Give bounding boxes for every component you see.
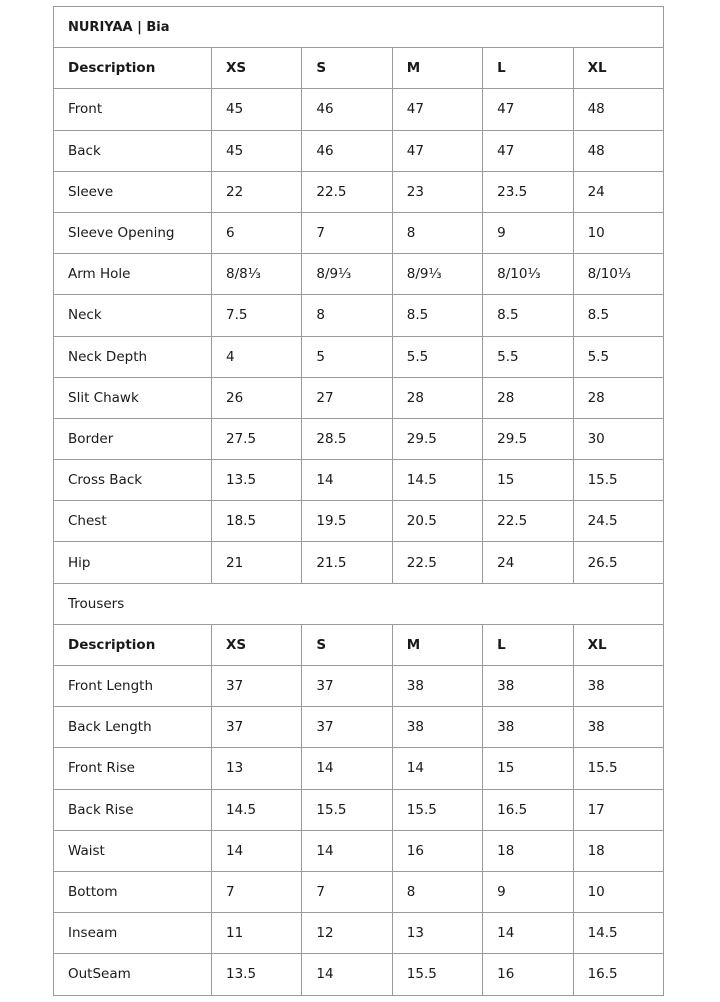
measurement-value: 8 [392, 212, 482, 253]
table-row [54, 336, 664, 377]
table-row [54, 295, 664, 336]
table-row [54, 913, 664, 954]
measurement-value: 8.5 [483, 295, 573, 336]
measurement-value: 7 [302, 871, 392, 912]
measurement-value: 5.5 [392, 336, 482, 377]
table-row [54, 89, 664, 130]
measurement-value: 18 [573, 830, 663, 871]
measurement-value: 14.5 [392, 460, 482, 501]
measurement-value: 24 [483, 542, 573, 583]
measurement-value: 22.5 [392, 542, 482, 583]
measurement-value: 8 [392, 871, 482, 912]
table-row [54, 789, 664, 830]
size-chart-table [53, 6, 664, 996]
measurement-value: 37 [212, 666, 302, 707]
measurement-value: 8/9⅓ [302, 254, 392, 295]
table-row [54, 171, 664, 212]
measurement-value: 4 [212, 336, 302, 377]
measurement-label: Sleeve Opening [54, 212, 212, 253]
column-header-size: XS [212, 48, 302, 89]
measurement-value: 26 [212, 377, 302, 418]
measurement-value: 14.5 [573, 913, 663, 954]
measurement-value: 13.5 [212, 954, 302, 995]
table-row [54, 707, 664, 748]
measurement-value: 22 [212, 171, 302, 212]
table-row [54, 871, 664, 912]
measurement-value: 47 [483, 130, 573, 171]
table-row [54, 460, 664, 501]
measurement-value: 37 [302, 707, 392, 748]
measurement-value: 8.5 [392, 295, 482, 336]
column-header-description: Description [54, 624, 212, 665]
measurement-value: 5.5 [483, 336, 573, 377]
measurement-value: 6 [212, 212, 302, 253]
measurement-value: 47 [392, 89, 482, 130]
table-row [54, 501, 664, 542]
measurement-value: 5 [302, 336, 392, 377]
measurement-value: 45 [212, 130, 302, 171]
measurement-value: 7 [212, 871, 302, 912]
measurement-value: 17 [573, 789, 663, 830]
column-header-size: S [302, 48, 392, 89]
measurement-value: 16 [483, 954, 573, 995]
measurement-label: Arm Hole [54, 254, 212, 295]
top-header-row [54, 48, 664, 89]
measurement-value: 28 [573, 377, 663, 418]
measurement-value: 21 [212, 542, 302, 583]
measurement-value: 19.5 [302, 501, 392, 542]
measurement-value: 23 [392, 171, 482, 212]
table-row [54, 542, 664, 583]
column-header-size: S [302, 624, 392, 665]
measurement-value: 45 [212, 89, 302, 130]
measurement-value: 38 [483, 707, 573, 748]
measurement-value: 7 [302, 212, 392, 253]
column-header-size: L [483, 48, 573, 89]
measurement-value: 20.5 [392, 501, 482, 542]
measurement-value: 47 [392, 130, 482, 171]
measurement-value: 7.5 [212, 295, 302, 336]
size-chart-body [54, 7, 664, 996]
measurement-label: Inseam [54, 913, 212, 954]
measurement-value: 11 [212, 913, 302, 954]
measurement-label: Neck [54, 295, 212, 336]
measurement-value: 13 [392, 913, 482, 954]
measurement-value: 16.5 [573, 954, 663, 995]
measurement-value: 15 [483, 748, 573, 789]
measurement-value: 24 [573, 171, 663, 212]
measurement-value: 46 [302, 89, 392, 130]
measurement-value: 9 [483, 212, 573, 253]
measurement-value: 29.5 [392, 418, 482, 459]
column-header-description: Description [54, 48, 212, 89]
measurement-label: Hip [54, 542, 212, 583]
measurement-value: 14 [302, 748, 392, 789]
measurement-value: 29.5 [483, 418, 573, 459]
table-row [54, 130, 664, 171]
measurement-value: 23.5 [483, 171, 573, 212]
trousers-section-title: Trousers [54, 583, 664, 624]
measurement-value: 15.5 [392, 954, 482, 995]
table-row [54, 212, 664, 253]
measurement-value: 13.5 [212, 460, 302, 501]
measurement-label: Neck Depth [54, 336, 212, 377]
measurement-value: 13 [212, 748, 302, 789]
title-row [54, 7, 664, 48]
measurement-value: 16.5 [483, 789, 573, 830]
measurement-value: 15 [483, 460, 573, 501]
column-header-size: M [392, 624, 482, 665]
measurement-value: 8/8⅓ [212, 254, 302, 295]
measurement-value: 28 [392, 377, 482, 418]
measurement-value: 24.5 [573, 501, 663, 542]
measurement-value: 15.5 [573, 748, 663, 789]
measurement-value: 18.5 [212, 501, 302, 542]
measurement-value: 8 [302, 295, 392, 336]
measurement-label: Back Length [54, 707, 212, 748]
column-header-size: L [483, 624, 573, 665]
column-header-size: XL [573, 624, 663, 665]
measurement-value: 14 [212, 830, 302, 871]
measurement-label: Border [54, 418, 212, 459]
measurement-value: 27.5 [212, 418, 302, 459]
table-row [54, 666, 664, 707]
measurement-value: 28.5 [302, 418, 392, 459]
measurement-value: 22.5 [483, 501, 573, 542]
measurement-value: 18 [483, 830, 573, 871]
trousers-header-row [54, 624, 664, 665]
measurement-value: 21.5 [302, 542, 392, 583]
measurement-value: 22.5 [302, 171, 392, 212]
measurement-value: 12 [302, 913, 392, 954]
measurement-value: 30 [573, 418, 663, 459]
measurement-value: 14 [302, 830, 392, 871]
measurement-label: Front Length [54, 666, 212, 707]
measurement-label: Back [54, 130, 212, 171]
measurement-value: 14 [483, 913, 573, 954]
measurement-value: 38 [483, 666, 573, 707]
table-row [54, 830, 664, 871]
measurement-value: 27 [302, 377, 392, 418]
measurement-value: 10 [573, 871, 663, 912]
column-header-size: M [392, 48, 482, 89]
measurement-value: 37 [212, 707, 302, 748]
table-row [54, 748, 664, 789]
measurement-value: 37 [302, 666, 392, 707]
measurement-value: 5.5 [573, 336, 663, 377]
measurement-value: 10 [573, 212, 663, 253]
trousers-section-row [54, 583, 664, 624]
column-header-size: XL [573, 48, 663, 89]
measurement-value: 15.5 [392, 789, 482, 830]
measurement-label: Slit Chawk [54, 377, 212, 418]
measurement-value: 15.5 [573, 460, 663, 501]
measurement-value: 14 [302, 460, 392, 501]
measurement-value: 38 [573, 666, 663, 707]
measurement-value: 14 [302, 954, 392, 995]
measurement-value: 38 [392, 707, 482, 748]
measurement-value: 8/10⅓ [483, 254, 573, 295]
table-row [54, 418, 664, 459]
measurement-label: Cross Back [54, 460, 212, 501]
table-row [54, 254, 664, 295]
measurement-value: 38 [573, 707, 663, 748]
measurement-value: 28 [483, 377, 573, 418]
measurement-label: Chest [54, 501, 212, 542]
measurement-value: 14 [392, 748, 482, 789]
measurement-value: 48 [573, 130, 663, 171]
measurement-label: Front [54, 89, 212, 130]
measurement-label: Bottom [54, 871, 212, 912]
measurement-value: 8.5 [573, 295, 663, 336]
measurement-value: 47 [483, 89, 573, 130]
measurement-value: 46 [302, 130, 392, 171]
measurement-value: 38 [392, 666, 482, 707]
measurement-value: 26.5 [573, 542, 663, 583]
measurement-label: OutSeam [54, 954, 212, 995]
measurement-value: 48 [573, 89, 663, 130]
column-header-size: XS [212, 624, 302, 665]
measurement-value: 16 [392, 830, 482, 871]
measurement-value: 14.5 [212, 789, 302, 830]
measurement-value: 8/9⅓ [392, 254, 482, 295]
measurement-label: Sleeve [54, 171, 212, 212]
table-row [54, 377, 664, 418]
measurement-value: 9 [483, 871, 573, 912]
chart-title: NURIYAA | Bia [54, 7, 664, 48]
measurement-value: 8/10⅓ [573, 254, 663, 295]
measurement-value: 15.5 [302, 789, 392, 830]
measurement-label: Waist [54, 830, 212, 871]
measurement-label: Back Rise [54, 789, 212, 830]
table-row [54, 954, 664, 995]
measurement-label: Front Rise [54, 748, 212, 789]
